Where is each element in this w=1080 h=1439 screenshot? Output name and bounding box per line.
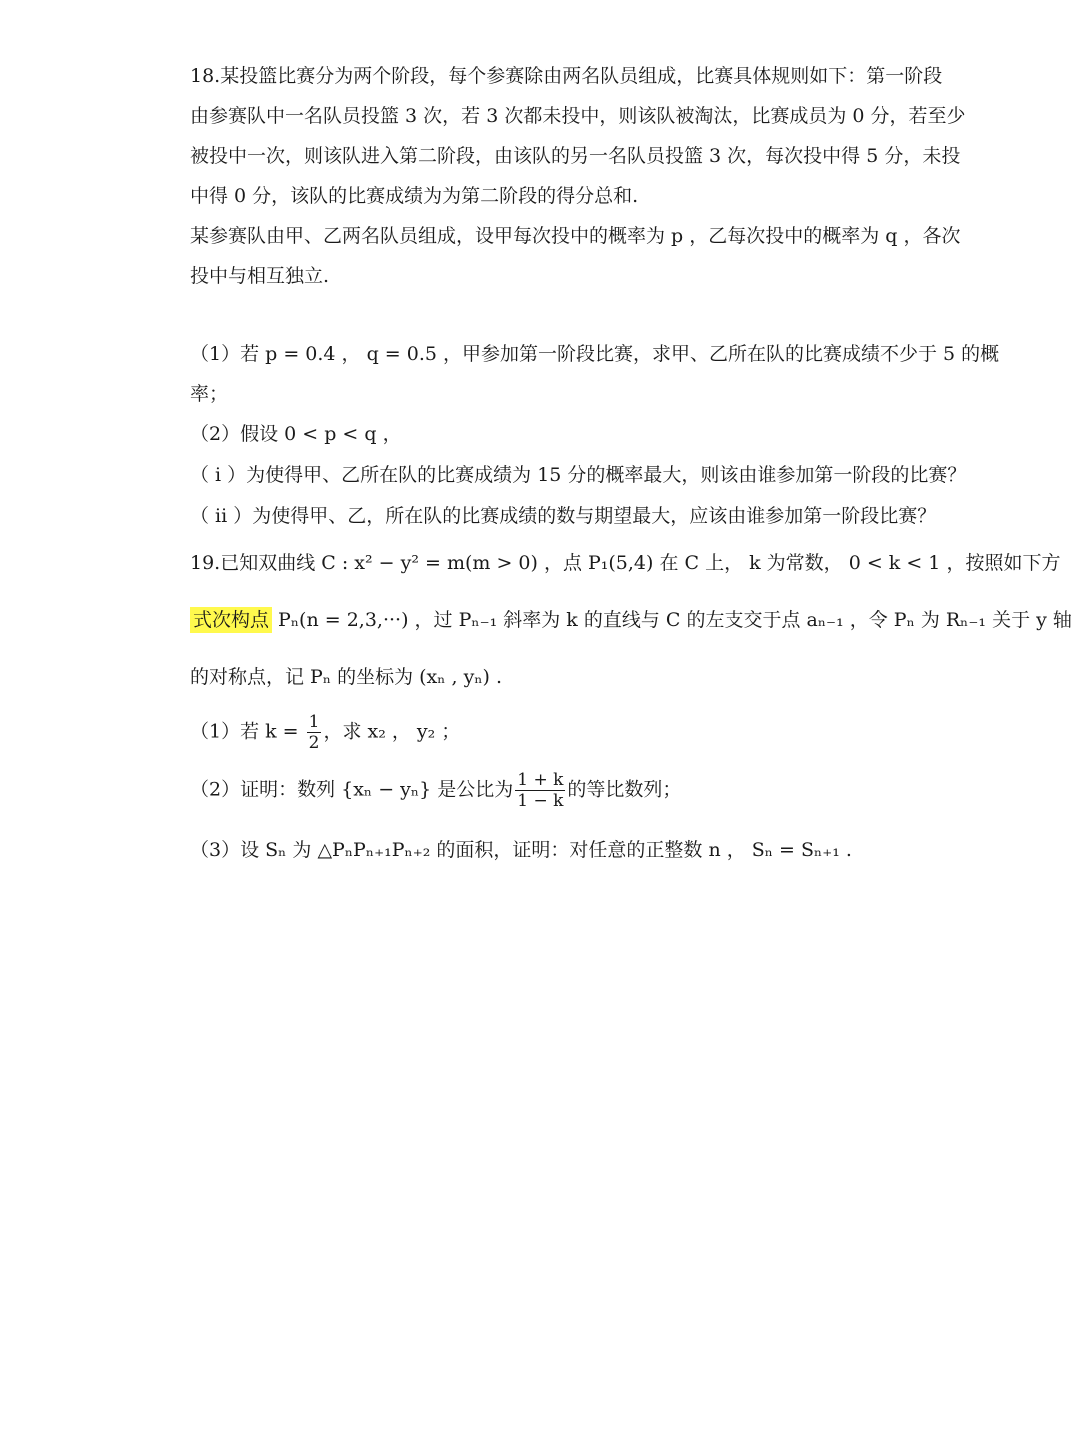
q18-text-line-2: 由参赛队中一名队员投篮 3 次，若 3 次都未投中，则该队被淘汰，比赛成员为 0 分，若至少 (190, 105, 966, 127)
fraction-numerator: 1 (308, 712, 320, 732)
q19-part2-suffix: 的等比数列； (567, 778, 682, 801)
q19-part2 (190, 770, 681, 811)
q18-text-line-3: 被投中一次，则该队进入第二阶段，由该队的另一名队员投篮 3 次，每次投中得 5 分，未投 (190, 145, 961, 167)
fraction-denominator: 1 − k (517, 791, 564, 811)
q19-text-line-3: 的对称点，记 Pₙ 的坐标为 (xₙ , yₙ) . (190, 666, 503, 688)
fraction-ratio (515, 770, 565, 811)
q19-part1-suffix: ，求 x₂ ， y₂ ； (323, 720, 461, 743)
q19-part1-prefix: （1）若 k = (190, 720, 305, 743)
highlighted-text: 式次构点 (190, 607, 272, 633)
q19-part2-prefix: （2）证明：数列 {xₙ − yₙ} 是公比为 (190, 778, 514, 801)
q19-text-line-2-rest: Pₙ(n = 2,3,···) ，过 Pₙ₋₁ 斜率为 k 的直线与 C 的左支交于点 aₙ₋₁ ，令 Pₙ 为 Rₙ₋₁ 关于 y 轴 (272, 609, 1072, 631)
q18-text-line-1: 18.某投篮比赛分为两个阶段，每个参赛除由两名队员组成，比赛具体规则如下：第一阶段 (190, 65, 943, 87)
q19-part3: （3）设 Sₙ 为 △PₙPₙ₊₁Pₙ₊₂ 的面积，证明：对任意的正整数 n ， Sₙ = Sₙ₊₁ . (190, 839, 852, 861)
q18-part2: （2）假设 0 < p < q ， (190, 423, 402, 445)
q18-part2-i: （ i ）为使得甲、乙所在队的比赛成绩为 15 分的概率最大，则该由谁参加第一阶段的比赛？ (190, 464, 967, 486)
q19-text-line-2 (190, 606, 1072, 634)
fraction-denominator: 2 (308, 733, 320, 753)
fraction-numerator: 1 + k (517, 770, 564, 790)
q19-part1 (190, 712, 460, 753)
q18-part1-line-1: （1）若 p = 0.4 ， q = 0.5 ，甲参加第一阶段比赛，求甲、乙所在队的比赛成绩不少于 5 的概 (190, 343, 1000, 365)
q18-part1-line-2: 率； (190, 383, 229, 405)
q19-text-line-1: 19.已知双曲线 C : x² − y² = m(m > 0) ，点 P₁(5,4) 在 C 上， k 为常数， 0 < k < 1 ，按照如下方 (190, 552, 1061, 574)
q18-text-line-4: 中得 0 分，该队的比赛成绩为为第二阶段的得分总和. (190, 185, 639, 207)
q18-text-line-5: 某参赛队由甲、乙两名队员组成，设甲每次投中的概率为 p ，乙每次投中的概率为 q ，各次 (190, 225, 961, 247)
q18-part2-ii: （ ii ）为使得甲、乙，所在队的比赛成绩的数与期望最大，应该由谁参加第一阶段比赛？ (190, 505, 937, 527)
q18-text-line-6: 投中与相互独立. (190, 265, 330, 287)
fraction-one-half (307, 712, 322, 753)
